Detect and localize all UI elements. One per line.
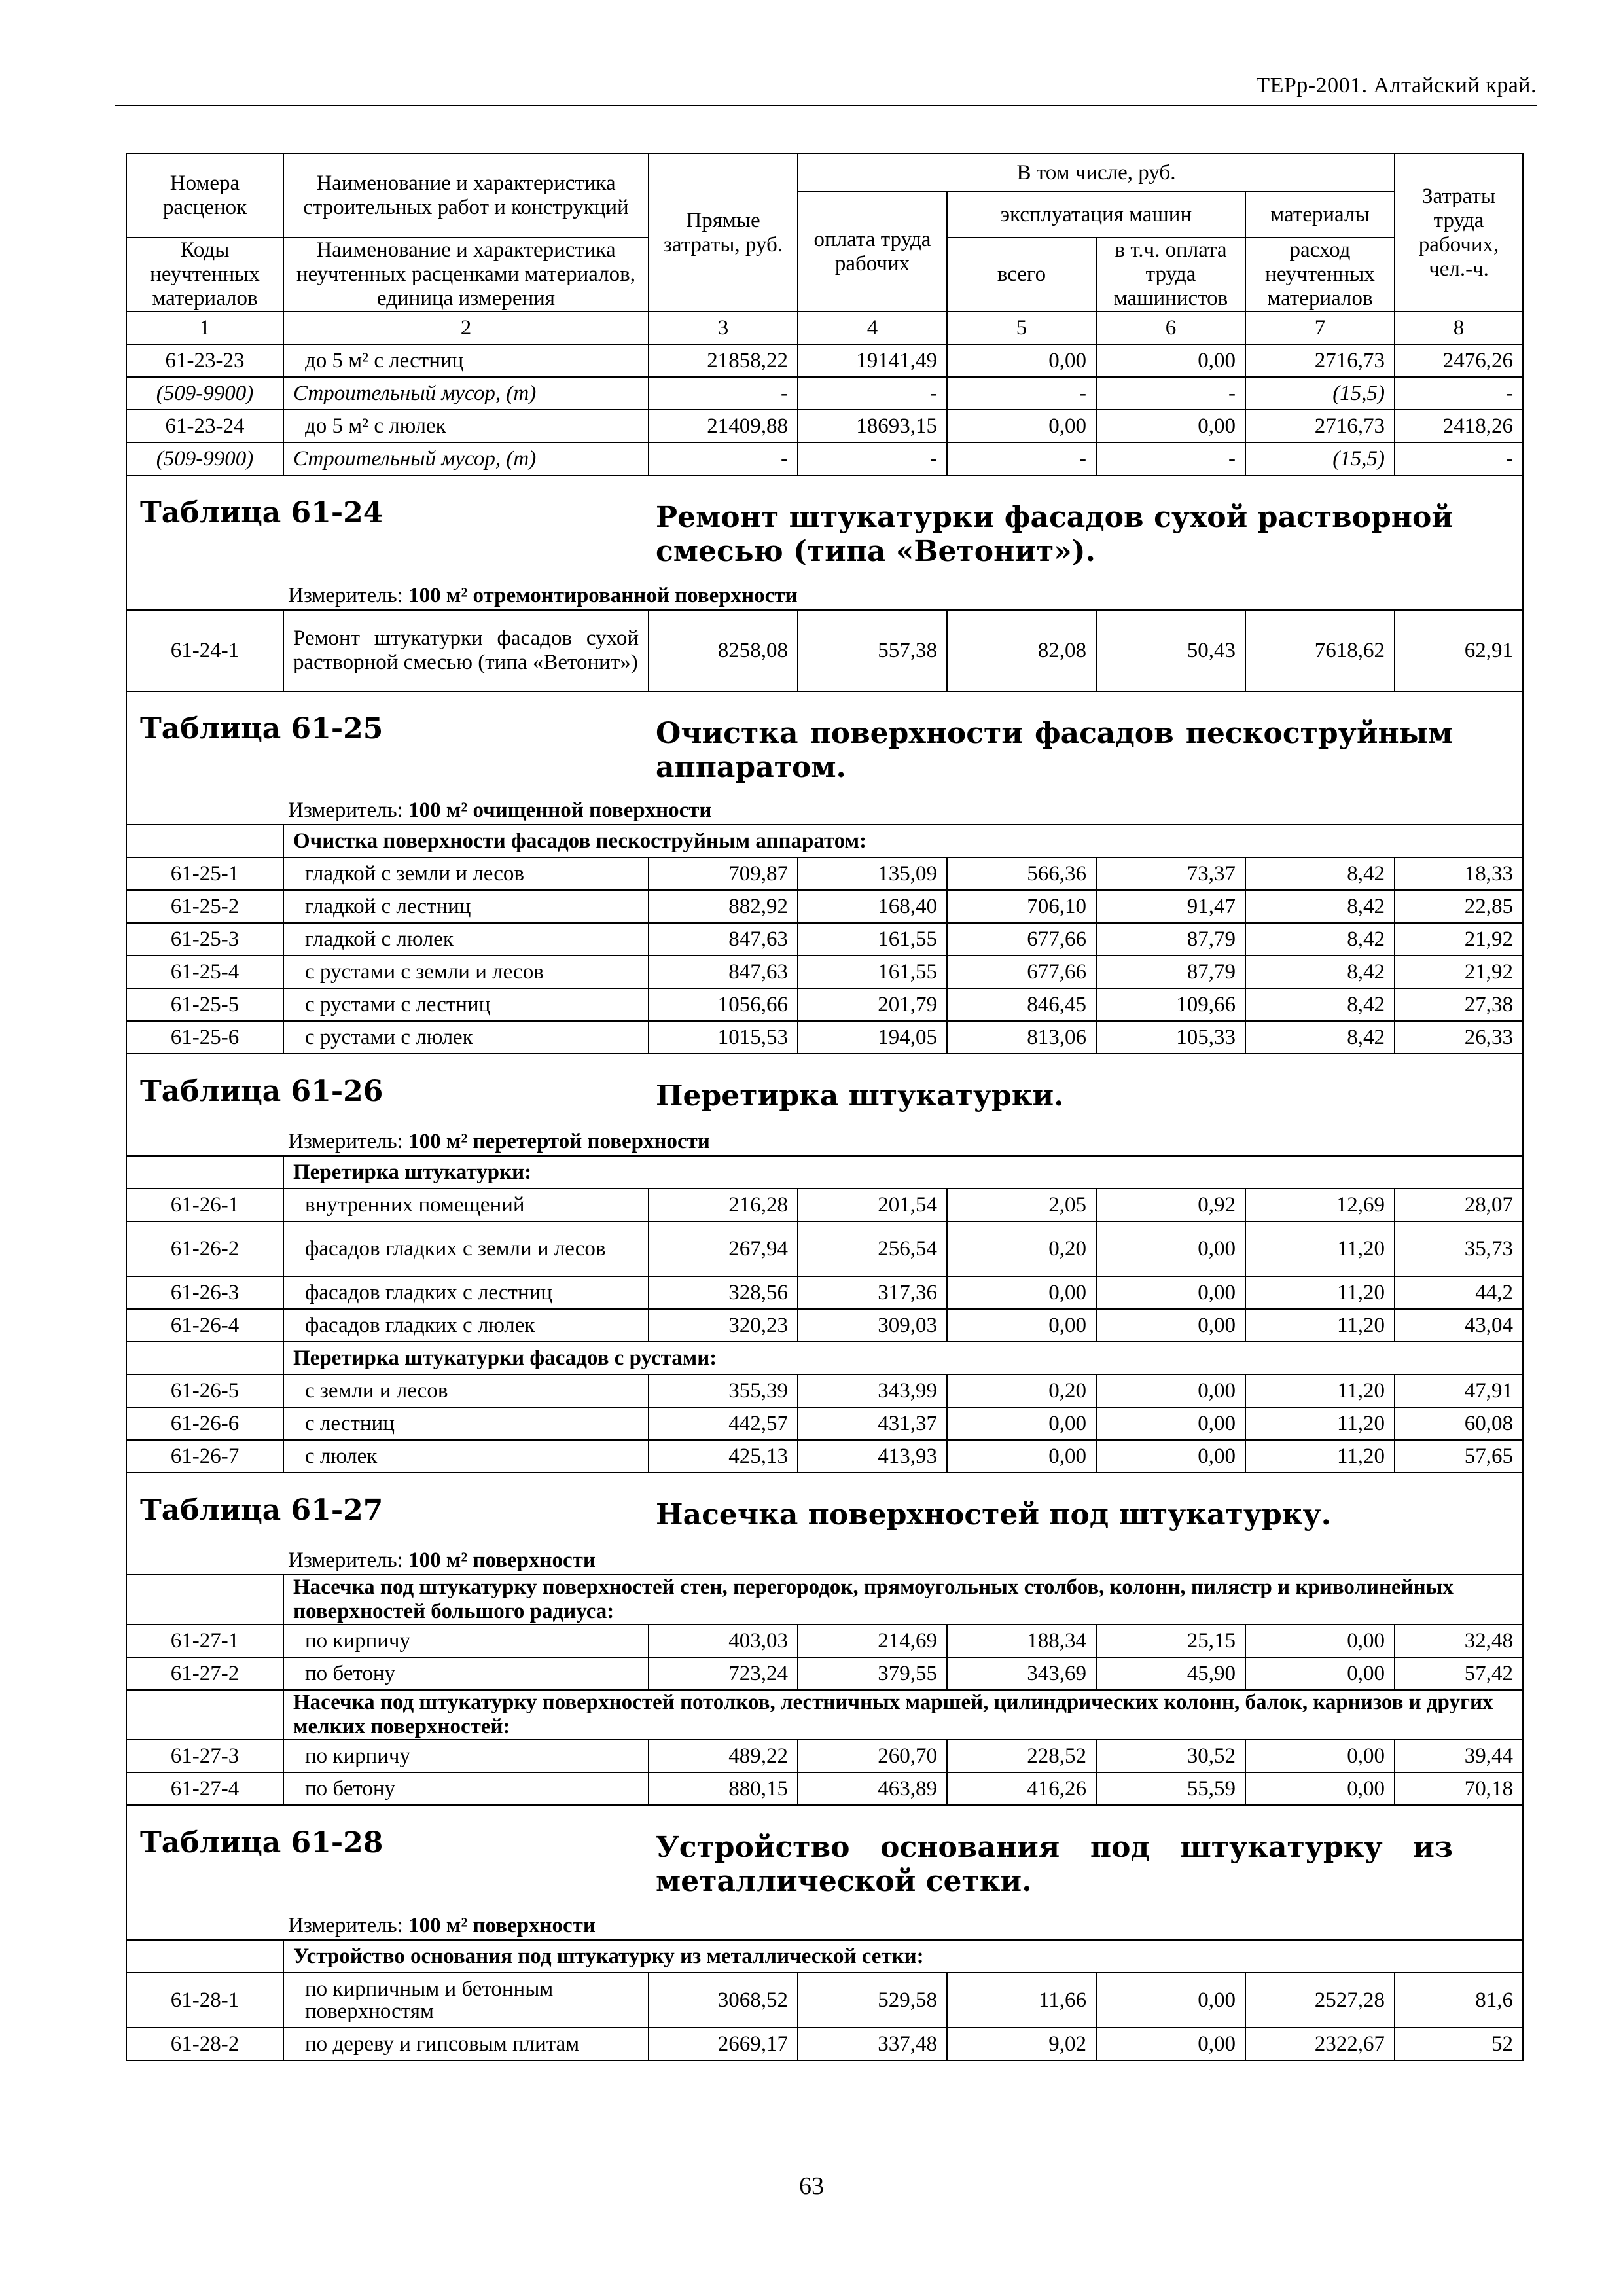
column-number: 6	[1096, 312, 1245, 344]
col2-bottom-header: Наименование и характеристика неучтенных расценками материалов, единица измерения	[283, 238, 649, 312]
rate-name: фасадов гладких с люлек	[283, 1309, 649, 1342]
rate-row	[126, 1657, 1523, 1690]
rate-row	[126, 890, 1523, 923]
including-header: В том числе, руб.	[798, 154, 1395, 192]
rate-row	[126, 610, 1523, 691]
column-number: 4	[798, 312, 947, 344]
measure-value: 100 м² отремонтированной поверхности	[408, 584, 798, 607]
rates-table	[126, 153, 1524, 2061]
value-cell: 880,15	[649, 1772, 798, 1805]
rate-name: Ремонт штукатурки фасадов сухой растворной смесью (типа «Ветонит»)	[283, 610, 649, 691]
subheading: Перетирка штукатурки фасадов с рустами:	[283, 1342, 1523, 1374]
rate-code: 61-26-2	[126, 1221, 283, 1276]
value-cell: 8,42	[1245, 1021, 1395, 1054]
table-title: Очистка поверхности фасадов пескоструйным аппаратом.	[656, 717, 1453, 784]
rate-row	[126, 1624, 1523, 1657]
value-cell: -	[649, 377, 798, 410]
rate-name: гладкой с земли и лесов	[283, 857, 649, 890]
value-cell: 566,36	[947, 857, 1096, 890]
value-cell: -	[947, 377, 1096, 410]
value-cell: 44,2	[1395, 1276, 1523, 1309]
value-cell: 0,00	[1245, 1740, 1395, 1772]
rate-row	[126, 1973, 1523, 2028]
value-cell: 0,00	[1096, 1374, 1245, 1407]
value-cell: 109,66	[1096, 988, 1245, 1021]
rate-code: 61-26-7	[126, 1440, 283, 1473]
subheading-row	[126, 825, 1523, 857]
rate-name: по дереву и гипсовым плитам	[283, 2028, 649, 2060]
value-cell: 18,33	[1395, 857, 1523, 890]
rate-code: 61-25-2	[126, 890, 283, 923]
value-cell: 201,79	[798, 988, 947, 1021]
rate-name: фасадов гладких с земли и лесов	[283, 1221, 649, 1276]
value-cell: 8,42	[1245, 956, 1395, 988]
value-cell: 0,00	[947, 1309, 1096, 1342]
rate-code: 61-25-1	[126, 857, 283, 890]
value-cell: 216,28	[649, 1189, 798, 1221]
value-cell: 0,00	[1096, 1276, 1245, 1309]
table-61-24-rows	[126, 610, 1523, 691]
value-cell: 21409,88	[649, 410, 798, 442]
value-cell: 73,37	[1096, 857, 1245, 890]
column-number: 8	[1395, 312, 1523, 344]
measure-line	[288, 1914, 596, 1938]
value-cell: 11,20	[1245, 1276, 1395, 1309]
value-cell: 28,07	[1395, 1189, 1523, 1221]
rate-row	[126, 1309, 1523, 1342]
subheading: Насечка под штукатурку поверхностей потолков, лестничных маршей, цилиндрических колонн, балок, карнизов и других мелких поверхностей:	[283, 1690, 1523, 1740]
value-cell: 0,00	[947, 1276, 1096, 1309]
rate-row	[126, 956, 1523, 988]
measure-value: 100 м² очищенной поверхности	[408, 798, 712, 822]
measure-value: 100 м² поверхности	[408, 1914, 596, 1937]
section-61-26	[126, 1054, 1523, 1156]
value-cell: 267,94	[649, 1221, 798, 1276]
measure-value: 100 м² поверхности	[408, 1549, 596, 1572]
value-cell: 256,54	[798, 1221, 947, 1276]
rate-row	[126, 1221, 1523, 1276]
value-cell: 1056,66	[649, 988, 798, 1021]
rate-code: 61-27-3	[126, 1740, 283, 1772]
value-cell: 11,20	[1245, 1309, 1395, 1342]
value-cell: 194,05	[798, 1021, 947, 1054]
rate-name: с люлек	[283, 1440, 649, 1473]
column-numbers-row	[126, 312, 1523, 344]
subheading-row	[126, 1940, 1523, 1973]
rate-name: с лестниц	[283, 1407, 649, 1440]
subheading-row	[126, 1342, 1523, 1374]
table-61-27-rows-a	[126, 1624, 1523, 1690]
value-cell: 8258,08	[649, 610, 798, 691]
value-cell: 135,09	[798, 857, 947, 890]
value-cell: 27,38	[1395, 988, 1523, 1021]
column-number: 5	[947, 312, 1096, 344]
value-cell: 43,04	[1395, 1309, 1523, 1342]
table-number: Таблица 61-28	[140, 1826, 383, 1859]
value-cell: 0,00	[1245, 1624, 1395, 1657]
rate-name: Строительный мусор, (т)	[283, 377, 649, 410]
value-cell: 228,52	[947, 1740, 1096, 1772]
rate-code: 61-26-5	[126, 1374, 283, 1407]
col2-top-header: Наименование и характеристика строительных работ и конструкций	[283, 154, 649, 238]
value-cell: 105,33	[1096, 1021, 1245, 1054]
value-cell: 0,00	[947, 1440, 1096, 1473]
rate-name: Строительный мусор, (т)	[283, 442, 649, 475]
rate-row	[126, 377, 1523, 410]
value-cell: 709,87	[649, 857, 798, 890]
value-cell: 12,69	[1245, 1189, 1395, 1221]
value-cell: 0,00	[1096, 410, 1245, 442]
running-header: ТЕРр-2001. Алтайский край.	[1256, 73, 1537, 98]
value-cell: 57,65	[1395, 1440, 1523, 1473]
value-cell: 62,91	[1395, 610, 1523, 691]
value-cell: 81,6	[1395, 1973, 1523, 2028]
rate-code: 61-28-2	[126, 2028, 283, 2060]
value-cell: 0,20	[947, 1374, 1096, 1407]
rate-row	[126, 442, 1523, 475]
subheading: Перетирка штукатурки:	[283, 1156, 1523, 1189]
value-cell: 22,85	[1395, 890, 1523, 923]
rate-code: 61-25-6	[126, 1021, 283, 1054]
value-cell: 379,55	[798, 1657, 947, 1690]
rate-code: 61-26-1	[126, 1189, 283, 1221]
value-cell: 21,92	[1395, 956, 1523, 988]
value-cell: 8,42	[1245, 923, 1395, 956]
col1-top-header: Номера расценок	[126, 154, 283, 238]
value-cell: 0,00	[1245, 1657, 1395, 1690]
table-number: Таблица 61-26	[140, 1075, 383, 1108]
value-cell: 161,55	[798, 956, 947, 988]
header-rule	[115, 105, 1537, 106]
table-title: Насечка поверхностей под штукатурку.	[656, 1498, 1332, 1532]
value-cell: 35,73	[1395, 1221, 1523, 1276]
rate-code: (509-9900)	[126, 442, 283, 475]
value-cell: 11,20	[1245, 1440, 1395, 1473]
value-cell: -	[1395, 377, 1523, 410]
value-cell: 343,99	[798, 1374, 947, 1407]
rate-row	[126, 857, 1523, 890]
value-cell: 201,54	[798, 1189, 947, 1221]
rate-name: по кирпичу	[283, 1624, 649, 1657]
table-title: Ремонт штукатурки фасадов сухой растворной смесью (типа «Ветонит»).	[656, 501, 1453, 568]
value-cell: 847,63	[649, 923, 798, 956]
value-cell: 2,05	[947, 1189, 1096, 1221]
measure-label: Измеритель:	[288, 798, 403, 822]
rate-row	[126, 1772, 1523, 1805]
value-cell: 168,40	[798, 890, 947, 923]
labor-pay-header: оплата труда рабочих	[798, 192, 947, 312]
section-61-25	[126, 691, 1523, 825]
value-cell: -	[649, 442, 798, 475]
rate-code: 61-26-4	[126, 1309, 283, 1342]
value-cell: 87,79	[1096, 956, 1245, 988]
value-cell: 3068,52	[649, 1973, 798, 2028]
subheading-row	[126, 1156, 1523, 1189]
rate-code: 61-25-4	[126, 956, 283, 988]
value-cell: 32,48	[1395, 1624, 1523, 1657]
value-cell: 55,59	[1096, 1772, 1245, 1805]
rate-name: до 5 м² с лестниц	[283, 344, 649, 377]
measure-line	[288, 1130, 710, 1154]
table-number: Таблица 61-24	[140, 496, 383, 529]
rate-row	[126, 1189, 1523, 1221]
subheading-row	[126, 1690, 1523, 1740]
value-cell: -	[947, 442, 1096, 475]
table-61-27-rows-b	[126, 1740, 1523, 1805]
rate-code: 61-26-3	[126, 1276, 283, 1309]
rate-code: 61-25-3	[126, 923, 283, 956]
column-number: 1	[126, 312, 283, 344]
value-cell: 557,38	[798, 610, 947, 691]
table-61-26-rows-a	[126, 1189, 1523, 1342]
value-cell: -	[798, 377, 947, 410]
measure-label: Измеритель:	[288, 1130, 403, 1153]
value-cell: 9,02	[947, 2028, 1096, 2060]
table-title: Устройство основания под штукатурку из металлической сетки.	[656, 1831, 1453, 1898]
rate-name: с рустами с люлек	[283, 1021, 649, 1054]
value-cell: 11,66	[947, 1973, 1096, 2028]
value-cell: 0,00	[1096, 1973, 1245, 2028]
subheading-row	[126, 1575, 1523, 1624]
table-number: Таблица 61-27	[140, 1494, 383, 1527]
value-cell: 846,45	[947, 988, 1096, 1021]
materials-header: материалы	[1245, 192, 1395, 238]
machines-total-header: всего	[947, 238, 1096, 312]
rate-name: по бетону	[283, 1772, 649, 1805]
value-cell: 677,66	[947, 923, 1096, 956]
value-cell: 0,00	[947, 1407, 1096, 1440]
value-cell: 2322,67	[1245, 2028, 1395, 2060]
value-cell: 317,36	[798, 1276, 947, 1309]
value-cell: 489,22	[649, 1740, 798, 1772]
value-cell: 8,42	[1245, 857, 1395, 890]
value-cell: 30,52	[1096, 1740, 1245, 1772]
value-cell: 19141,49	[798, 344, 947, 377]
rate-name: фасадов гладких с лестниц	[283, 1276, 649, 1309]
value-cell: 18693,15	[798, 410, 947, 442]
value-cell: 343,69	[947, 1657, 1096, 1690]
value-cell: 60,08	[1395, 1407, 1523, 1440]
value-cell: 723,24	[649, 1657, 798, 1690]
column-number: 3	[649, 312, 798, 344]
rate-row	[126, 1021, 1523, 1054]
value-cell: 847,63	[649, 956, 798, 988]
table-61-26-rows-b	[126, 1374, 1523, 1473]
value-cell: 91,47	[1096, 890, 1245, 923]
value-cell: 45,90	[1096, 1657, 1245, 1690]
rate-name: по бетону	[283, 1657, 649, 1690]
value-cell: 0,00	[1096, 1221, 1245, 1276]
value-cell: 320,23	[649, 1309, 798, 1342]
value-cell: 0,00	[1096, 1440, 1245, 1473]
value-cell: 328,56	[649, 1276, 798, 1309]
value-cell: 82,08	[947, 610, 1096, 691]
rate-code: 61-27-2	[126, 1657, 283, 1690]
value-cell: 813,06	[947, 1021, 1096, 1054]
rate-name: с земли и лесов	[283, 1374, 649, 1407]
value-cell: -	[798, 442, 947, 475]
rate-code: 61-28-1	[126, 1973, 283, 2028]
value-cell: 882,92	[649, 890, 798, 923]
rates-table-frame	[126, 153, 1522, 2061]
materials-sub-header: расход неучтенных материалов	[1245, 238, 1395, 312]
rate-name: до 5 м² с люлек	[283, 410, 649, 442]
measure-line	[288, 798, 711, 823]
col1-bottom-header: Коды неучтенных материалов	[126, 238, 283, 312]
value-cell: 425,13	[649, 1440, 798, 1473]
measure-line	[288, 1549, 596, 1573]
value-cell: 70,18	[1395, 1772, 1523, 1805]
value-cell: 403,03	[649, 1624, 798, 1657]
rate-row	[126, 1440, 1523, 1473]
value-cell: 21,92	[1395, 923, 1523, 956]
table-61-25-rows	[126, 857, 1523, 1054]
table-number: Таблица 61-25	[140, 712, 383, 745]
rate-name: по кирпичу	[283, 1740, 649, 1772]
value-cell: 26,33	[1395, 1021, 1523, 1054]
value-cell: 2476,26	[1395, 344, 1523, 377]
rate-code: 61-23-23	[126, 344, 283, 377]
value-cell: 52	[1395, 2028, 1523, 2060]
value-cell: 39,44	[1395, 1740, 1523, 1772]
value-cell: 309,03	[798, 1309, 947, 1342]
rate-row	[126, 988, 1523, 1021]
value-cell: 0,00	[947, 344, 1096, 377]
value-cell: 413,93	[798, 1440, 947, 1473]
measure-line	[288, 584, 797, 608]
labor-costs-header: Затраты труда рабочих, чел.-ч.	[1395, 154, 1523, 312]
rate-row	[126, 1374, 1523, 1407]
value-cell: 50,43	[1096, 610, 1245, 691]
value-cell: 0,00	[1096, 1407, 1245, 1440]
value-cell: 11,20	[1245, 1407, 1395, 1440]
value-cell: 0,00	[1245, 1772, 1395, 1805]
measure-label: Измеритель:	[288, 1549, 403, 1572]
top-rows	[126, 344, 1523, 475]
value-cell: (15,5)	[1245, 442, 1395, 475]
subheading: Очистка поверхности фасадов пескоструйным аппаратом:	[283, 825, 1523, 857]
subheading: Насечка под штукатурку поверхностей стен, перегородок, прямоугольных столбов, колонн, пилястр и криволинейных поверхностей большого радиуса:	[283, 1575, 1523, 1624]
rate-name: внутренних помещений	[283, 1189, 649, 1221]
page-number: 63	[799, 2172, 824, 2200]
value-cell: 0,00	[947, 410, 1096, 442]
value-cell: 706,10	[947, 890, 1096, 923]
rate-code: 61-26-6	[126, 1407, 283, 1440]
value-cell: 463,89	[798, 1772, 947, 1805]
value-cell: 677,66	[947, 956, 1096, 988]
value-cell: 188,34	[947, 1624, 1096, 1657]
measure-value: 100 м² перетертой поверхности	[408, 1130, 710, 1153]
value-cell: 2418,26	[1395, 410, 1523, 442]
value-cell: 2716,73	[1245, 344, 1395, 377]
value-cell: 0,00	[1096, 2028, 1245, 2060]
value-cell: 337,48	[798, 2028, 947, 2060]
rate-code: 61-25-5	[126, 988, 283, 1021]
rate-row	[126, 1740, 1523, 1772]
value-cell: 0,20	[947, 1221, 1096, 1276]
section-61-27	[126, 1473, 1523, 1575]
value-cell: -	[1395, 442, 1523, 475]
subheading: Устройство основания под штукатурку из металлической сетки:	[283, 1940, 1523, 1973]
rate-row	[126, 923, 1523, 956]
value-cell: 355,39	[649, 1374, 798, 1407]
measure-label: Измеритель:	[288, 1914, 403, 1937]
direct-costs-header: Прямые затраты, руб.	[649, 154, 798, 312]
rate-code: 61-24-1	[126, 610, 283, 691]
rate-name: с рустами с земли и лесов	[283, 956, 649, 988]
table-61-28-rows	[126, 1973, 1523, 2060]
value-cell: 529,58	[798, 1973, 947, 2028]
value-cell: 0,92	[1096, 1189, 1245, 1221]
value-cell: 7618,62	[1245, 610, 1395, 691]
value-cell: 214,69	[798, 1624, 947, 1657]
value-cell: 0,00	[1096, 344, 1245, 377]
measure-label: Измеритель:	[288, 584, 403, 607]
value-cell: 11,20	[1245, 1374, 1395, 1407]
rate-row	[126, 1407, 1523, 1440]
rate-code: 61-27-4	[126, 1772, 283, 1805]
rate-name: с рустами с лестниц	[283, 988, 649, 1021]
section-61-28	[126, 1805, 1523, 1940]
section-61-24	[126, 475, 1523, 610]
value-cell: 0,00	[1096, 1309, 1245, 1342]
value-cell: 161,55	[798, 923, 947, 956]
rate-name: гладкой с лестниц	[283, 890, 649, 923]
rate-row	[126, 344, 1523, 377]
value-cell: 8,42	[1245, 988, 1395, 1021]
rate-code: 61-27-1	[126, 1624, 283, 1657]
value-cell: 2716,73	[1245, 410, 1395, 442]
value-cell: 1015,53	[649, 1021, 798, 1054]
rate-row	[126, 410, 1523, 442]
column-number: 7	[1245, 312, 1395, 344]
value-cell: 25,15	[1096, 1624, 1245, 1657]
rate-name: гладкой с люлек	[283, 923, 649, 956]
rate-code: (509-9900)	[126, 377, 283, 410]
value-cell: -	[1096, 442, 1245, 475]
column-number: 2	[283, 312, 649, 344]
value-cell: 2527,28	[1245, 1973, 1395, 2028]
value-cell: 260,70	[798, 1740, 947, 1772]
table-title: Перетирка штукатурки.	[656, 1079, 1064, 1113]
machines-header: эксплуатация машин	[947, 192, 1245, 238]
value-cell: -	[1096, 377, 1245, 410]
value-cell: 416,26	[947, 1772, 1096, 1805]
machines-pay-header: в т.ч. оплата труда машинистов	[1096, 238, 1245, 312]
value-cell: (15,5)	[1245, 377, 1395, 410]
value-cell: 442,57	[649, 1407, 798, 1440]
rate-row	[126, 2028, 1523, 2060]
value-cell: 2669,17	[649, 2028, 798, 2060]
rate-code: 61-23-24	[126, 410, 283, 442]
value-cell: 21858,22	[649, 344, 798, 377]
value-cell: 57,42	[1395, 1657, 1523, 1690]
value-cell: 87,79	[1096, 923, 1245, 956]
rate-row	[126, 1276, 1523, 1309]
value-cell: 11,20	[1245, 1221, 1395, 1276]
rate-name: по кирпичным и бетонным поверхностям	[283, 1973, 649, 2028]
value-cell: 431,37	[798, 1407, 947, 1440]
value-cell: 8,42	[1245, 890, 1395, 923]
value-cell: 47,91	[1395, 1374, 1523, 1407]
